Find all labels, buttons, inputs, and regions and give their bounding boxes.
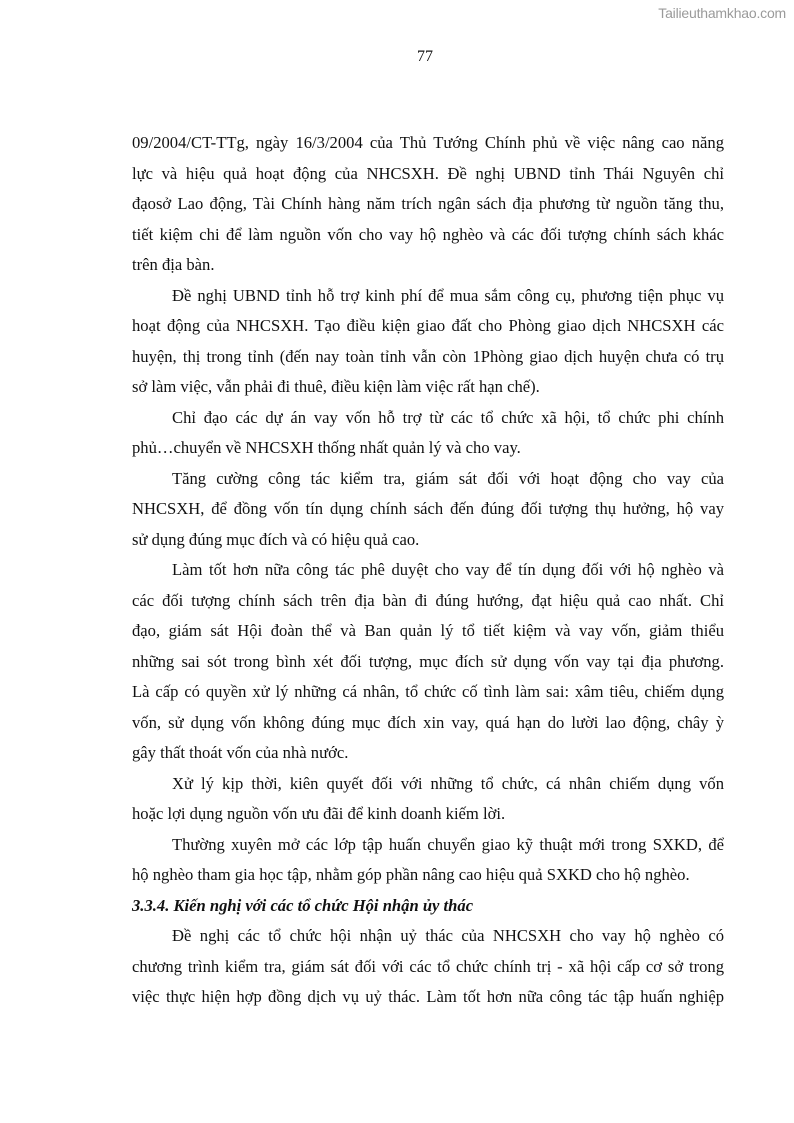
text-line: Chỉ đạo các dự án vay vốn hỗ trợ từ các tổ chức xã hội, tổ chức phi chính <box>172 407 724 427</box>
text-line: Đề nghị UBND tỉnh hỗ trợ kinh phí để mua sắm công cụ, phương tiện phục vụ <box>172 285 724 305</box>
text-line: những sai sót trong bình xét đối tượng, mục đích sử dụng vốn vay tại địa phương. <box>132 651 724 671</box>
text-line: Làm tốt hơn nữa công tác phê duyệt cho vay để tín dụng đối với hộ nghèo và <box>172 560 724 579</box>
paragraph <box>132 281 724 403</box>
text-line: sử dụng đúng mục đích và có hiệu quả cao. <box>132 529 420 549</box>
text-line: phủ…chuyển về NHCSXH thống nhất quản lý và cho vay. <box>132 438 521 457</box>
paragraph <box>132 464 724 556</box>
text-line: các đối tượng chính sách trên địa bàn đi đúng hướng, đạt hiệu quả cao nhất. Chỉ <box>132 590 724 610</box>
section-heading <box>132 891 724 922</box>
text-line: sở làm việc, vẫn phải đi thuê, điều kiện làm việc rất hạn chế). <box>132 377 540 396</box>
text-line: lực và hiệu quả hoạt động của NHCSXH. Đề nghị UBND tỉnh Thái Nguyên chỉ <box>132 163 724 183</box>
document-body <box>132 128 724 1013</box>
text-line: đạosở Lao động, Tài Chính hàng năm trích ngân sách địa phương từ nguồn tăng thu, <box>132 194 724 213</box>
paragraph <box>132 555 724 769</box>
text-line: NHCSXH, để đồng vốn tín dụng chính sách đến đúng đối tượng thụ hưởng, hộ vay <box>132 499 724 518</box>
text-line: huyện, thị trong tỉnh (đến nay toàn tỉnh vẫn còn 1Phòng giao dịch huyện chưa có trụ <box>132 346 724 366</box>
text-line: hộ nghèo tham gia học tập, nhằm góp phần nâng cao hiệu quả SXKD cho hộ nghèo. <box>132 865 690 884</box>
text-line: 3.3.4. Kiến nghị với các tổ chức Hội nhận ủy thác <box>132 895 474 915</box>
watermark: Tailieuthamkhao.com <box>658 5 786 21</box>
paragraph <box>132 921 724 1013</box>
text-line: Tăng cường công tác kiểm tra, giám sát đối với hoạt động cho vay của <box>172 468 724 488</box>
text-line: 09/2004/CT-TTg, ngày 16/3/2004 của Thủ Tướng Chính phủ về việc nâng cao năng <box>132 133 724 152</box>
paragraph <box>132 830 724 891</box>
text-line: Đề nghị các tổ chức hội nhận uỷ thác của NHCSXH cho vay hộ nghèo có <box>172 926 724 945</box>
text-line: Thường xuyên mở các lớp tập huấn chuyển giao kỹ thuật mới trong SXKD, để <box>172 834 724 854</box>
paragraph <box>132 128 724 281</box>
paragraph <box>132 769 724 830</box>
text-line: gây thất thoát vốn của nhà nước. <box>132 743 349 762</box>
text-line: trên địa bàn. <box>132 255 215 274</box>
text-line: vốn, sử dụng vốn không đúng mục đích xin vay, quá hạn do lười lao động, chây ỳ <box>132 712 724 732</box>
text-line: hoặc lợi dụng nguồn vốn ưu đãi để kinh doanh kiếm lời. <box>132 804 506 823</box>
text-line: đạo, giám sát Hội đoàn thể và Ban quản lý tổ tiết kiệm và vay vốn, giảm thiểu <box>132 621 724 640</box>
text-line: Là cấp có quyền xử lý những cá nhân, tổ chức cố tình làm sai: xâm tiêu, chiếm dụng <box>132 682 724 701</box>
text-line: tiết kiệm chi để làm nguồn vốn cho vay hộ nghèo và các đối tượng chính sách khác <box>132 224 724 244</box>
text-line: hoạt động của NHCSXH. Tạo điều kiện giao đất cho Phòng giao dịch NHCSXH các <box>132 316 724 335</box>
text-line: chương trình kiểm tra, giám sát đối với các tổ chức chính trị - xã hội cấp cơ sở trong <box>132 956 724 976</box>
text-line: việc thực hiện hợp đồng dịch vụ uỷ thác. Làm tốt hơn nữa công tác tập huấn nghiệp <box>132 987 724 1006</box>
paragraph <box>132 403 724 464</box>
page-number: 77 <box>417 48 433 65</box>
text-line: Xử lý kịp thời, kiên quyết đối với những tổ chức, cá nhân chiếm dụng vốn <box>172 773 724 793</box>
